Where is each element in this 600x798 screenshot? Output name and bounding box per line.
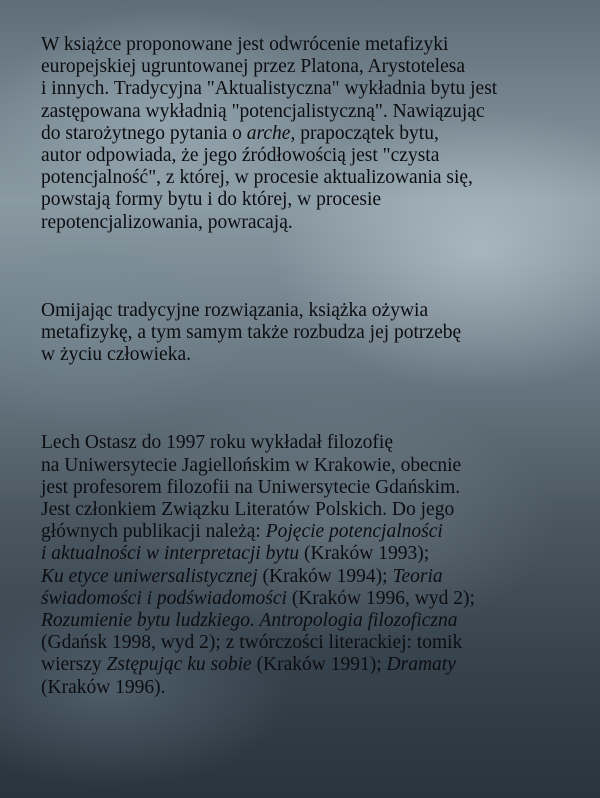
text-line xyxy=(41,322,586,344)
paragraph-gap xyxy=(41,366,586,432)
italic-title-segment: Teoria xyxy=(392,565,443,587)
text-line xyxy=(41,432,586,454)
text-line xyxy=(41,123,586,145)
text-line xyxy=(41,344,586,366)
text-segment: Lech Ostasz do 1997 roku wykładał filozofię xyxy=(41,432,393,454)
text-segment: na Uniwersytecie Jagiellońskim w Krakowie, obecnie xyxy=(41,454,462,476)
italic-title-segment: i aktualności w interpretacji bytu xyxy=(41,543,300,565)
text-segment: , prapoczątek bytu, xyxy=(290,122,439,144)
text-segment: Omijając tradycyjne rozwiązania, książka ożywia xyxy=(41,299,429,321)
text-line xyxy=(41,189,586,211)
text-line xyxy=(41,588,586,610)
text-segment: głównych publikacji należą: xyxy=(41,521,266,543)
text-segment: potencjalność", z której, w procesie aktualizowania się, xyxy=(41,167,473,189)
italic-title-segment: świadomości i podświadomości xyxy=(41,587,287,609)
italic-title-segment: Pojęcie potencjalności xyxy=(265,521,443,543)
text-line xyxy=(41,167,586,189)
text-line xyxy=(41,632,586,654)
text-segment: repotencjalizowania, powracają. xyxy=(41,211,293,233)
text-line xyxy=(41,300,586,322)
italic-title-segment: Ku etyce uniwersalistycznej xyxy=(41,565,258,587)
text-segment: zastępowana wykładnią "potencjalistyczną". Nawiązując xyxy=(41,100,485,122)
italic-title-segment: arche xyxy=(246,122,291,144)
text-segment: W książce proponowane jest odwrócenie metafizyki xyxy=(41,34,449,55)
text-segment: wierszy xyxy=(41,654,107,676)
text-segment: Jest członkiem Związku Literatów Polskich. Do jego xyxy=(41,499,455,521)
text-line xyxy=(41,34,586,56)
text-segment: (Kraków 1996, wyd 2); xyxy=(286,587,475,609)
text-segment: w życiu człowieka. xyxy=(41,344,191,366)
text-segment: (Kraków 1994); xyxy=(257,565,393,587)
text-line xyxy=(41,101,586,123)
text-line xyxy=(41,78,586,100)
text-line xyxy=(41,566,586,588)
text-segment: do starożytnego pytania o xyxy=(41,122,247,144)
text-segment: (Gdańsk 1998, wyd 2); z twórczości literackiej: tomik xyxy=(41,632,463,654)
text-line xyxy=(41,56,586,78)
italic-title-segment: Zstępując ku sobie xyxy=(106,654,252,676)
text-segment: i innych. Tradycyjna "Aktualistyczna" wykładnia bytu jest xyxy=(41,78,498,100)
text-line xyxy=(41,145,586,167)
text-segment: europejskiej ugruntowanej przez Platona, Arystotelesa xyxy=(41,56,465,78)
summary-paragraph xyxy=(41,300,586,367)
text-segment: (Kraków 1993); xyxy=(299,543,430,565)
text-line xyxy=(41,654,586,676)
text-line xyxy=(41,521,586,543)
text-segment: metafizykę, a tym samym także rozbudza jej potrzebę xyxy=(41,322,462,344)
text-segment: (Kraków 1991); xyxy=(251,654,387,676)
text-segment: (Kraków 1996). xyxy=(41,676,166,698)
text-line xyxy=(41,499,586,521)
text-line xyxy=(41,455,586,477)
cover-text xyxy=(41,34,586,699)
text-segment: powstają formy bytu i do której, w procesie xyxy=(41,189,382,211)
text-line xyxy=(41,610,586,632)
italic-title-segment: Dramaty xyxy=(386,654,456,676)
description-paragraph xyxy=(41,34,586,234)
text-line xyxy=(41,543,586,565)
text-line xyxy=(41,677,586,699)
author-bio-paragraph xyxy=(41,432,586,698)
text-segment: jest profesorem filozofii na Uniwersytecie Gdańskim. xyxy=(41,476,461,498)
text-line xyxy=(41,212,586,234)
paragraph-gap xyxy=(41,234,586,300)
text-segment: autor odpowiada, że jego źródłowością jest "czysta xyxy=(41,145,440,167)
text-line xyxy=(41,477,586,499)
italic-title-segment: Rozumienie bytu ludzkiego. Antropologia filozoficzna xyxy=(41,610,458,632)
